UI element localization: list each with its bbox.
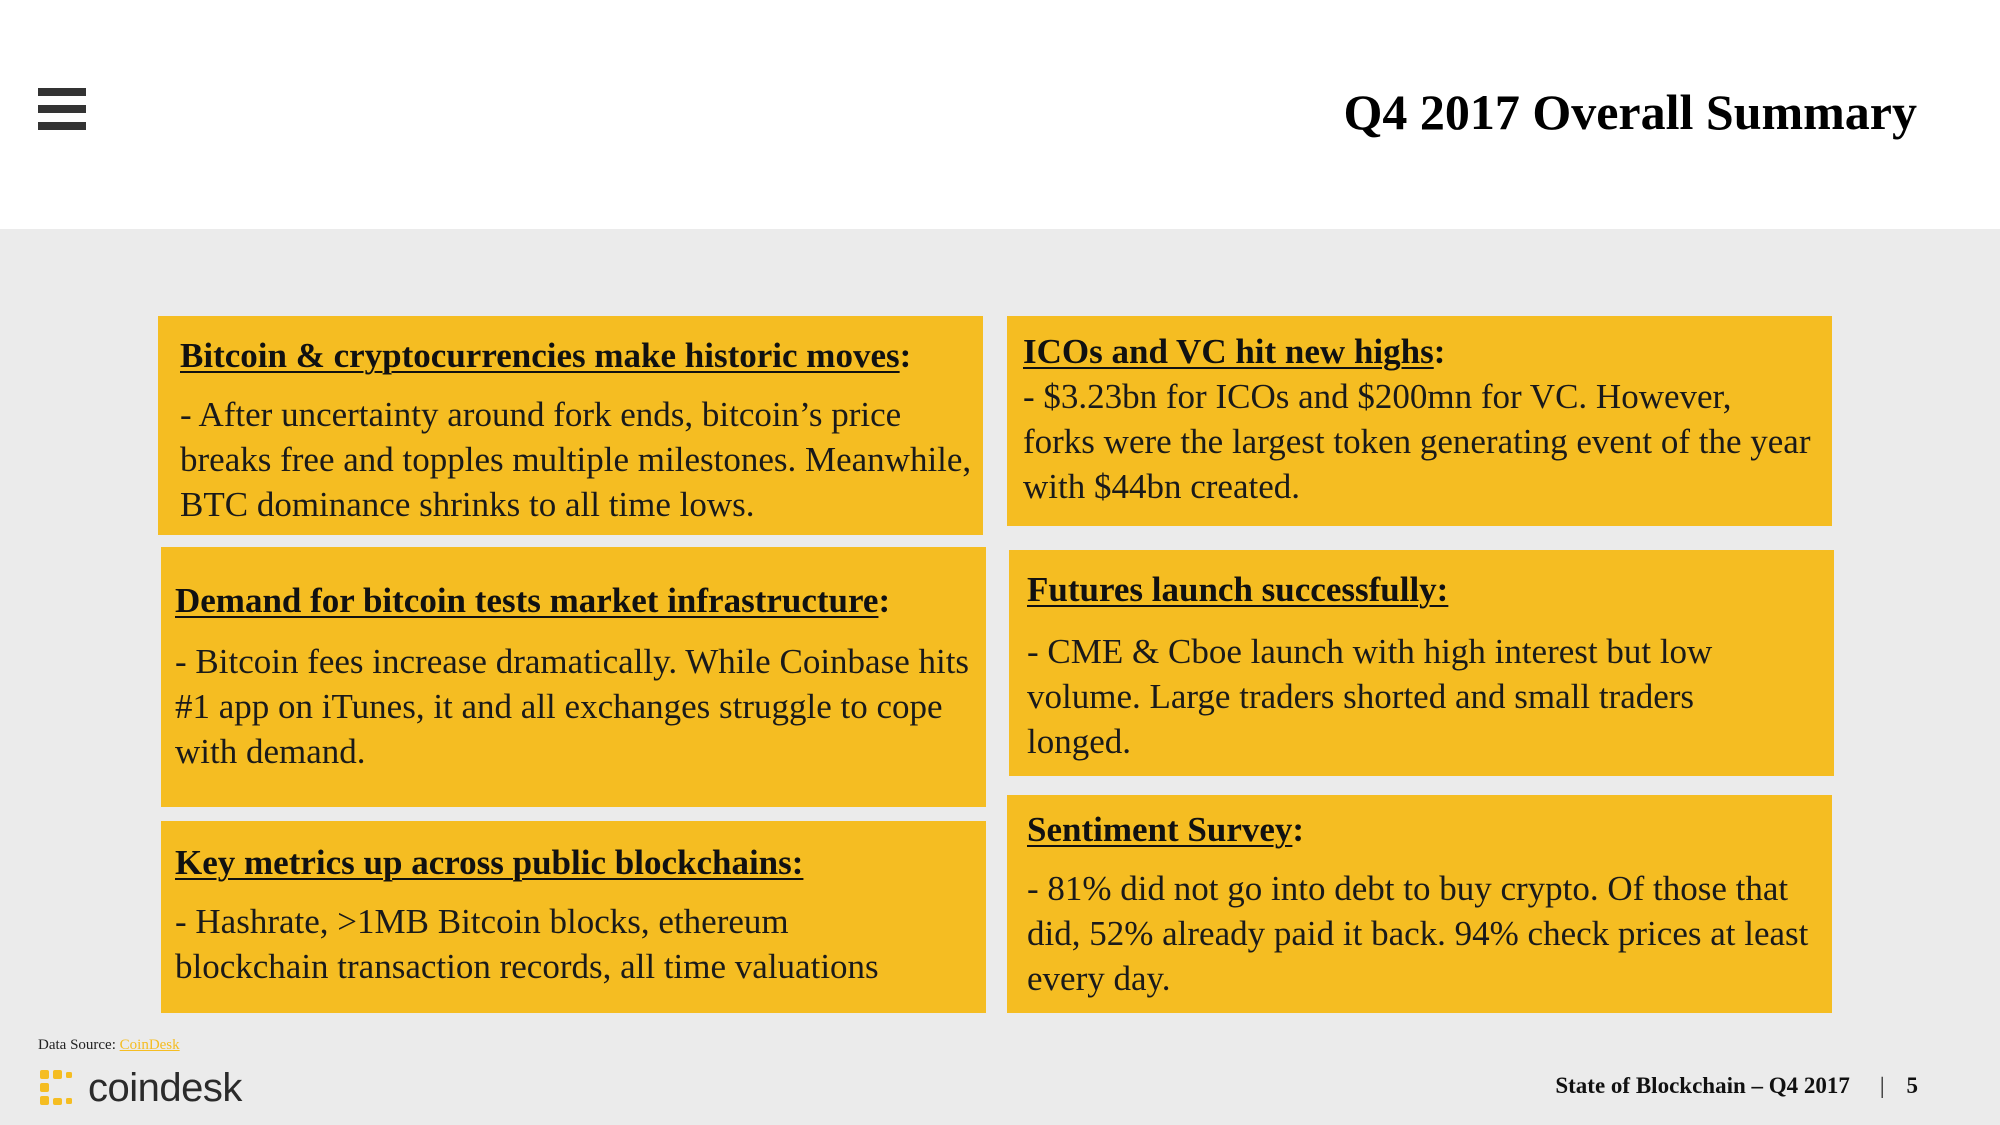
card-heading-text: Futures launch successfully: <box>1027 570 1449 609</box>
card-heading <box>1027 808 1818 852</box>
card-heading <box>1023 330 1812 374</box>
card-heading-suffix: : <box>1433 332 1446 371</box>
card-heading-text: Bitcoin & cryptocurrencies make historic moves <box>180 336 900 375</box>
card-heading-text: Sentiment Survey <box>1027 810 1293 849</box>
card-demand-bitcoin-infrastructure <box>161 547 986 807</box>
card-bitcoin-historic-moves <box>158 316 983 535</box>
card-body: - After uncertainty around fork ends, bitcoin’s price breaks free and topples multiple milestones. Meanwhile, BTC dominance shrinks to all time lows. <box>180 395 972 524</box>
footer-report-info <box>1555 1071 1918 1101</box>
hamburger-menu-icon[interactable] <box>38 88 86 130</box>
card-heading-suffix: : <box>1292 810 1305 849</box>
card-sentiment-survey <box>1007 795 1832 1013</box>
card-body: - Hashrate, >1MB Bitcoin blocks, ethereum blockchain transaction records, all time valuations <box>175 902 879 986</box>
data-source-link[interactable]: CoinDesk <box>119 1037 180 1053</box>
data-source-label: Data Source: <box>38 1037 120 1053</box>
card-body: - CME & Cboe launch with high interest but low volume. Large traders shorted and small traders longed. <box>1027 632 1713 761</box>
card-body: - Bitcoin fees increase dramatically. While Coinbase hits #1 app on iTunes, it and all exchanges struggle to cope with demand. <box>175 642 970 771</box>
header-bar <box>0 0 2000 229</box>
data-source-note <box>38 1037 180 1054</box>
report-title: State of Blockchain – Q4 2017 <box>1555 1073 1850 1098</box>
page-number: 5 <box>1906 1073 1918 1098</box>
card-icos-vc-highs <box>1007 316 1832 526</box>
card-heading-text: Key metrics up across public blockchains: <box>175 843 804 882</box>
card-heading-text: Demand for bitcoin tests market infrastructure <box>175 581 879 620</box>
coindesk-logo <box>38 1066 242 1110</box>
card-heading-text: ICOs and VC hit new highs <box>1023 332 1434 371</box>
coindesk-logo-mark <box>38 1068 78 1108</box>
card-futures-launch <box>1009 550 1834 776</box>
footer-separator: | <box>1879 1073 1885 1098</box>
card-heading <box>180 334 983 378</box>
page-title: Q4 2017 Overall Summary <box>1343 84 1917 140</box>
card-heading <box>175 579 974 623</box>
coindesk-logo-text: coindesk <box>88 1066 242 1110</box>
card-body: - 81% did not go into debt to buy crypto. Of those that did, 52% already paid it back. 94% check prices at least every day. <box>1027 869 1809 998</box>
card-heading-suffix: : <box>899 336 912 375</box>
card-body: - $3.23bn for ICOs and $200mn for VC. However, forks were the largest token generating event of the year with $44bn created. <box>1023 377 1811 506</box>
card-heading-suffix: : <box>878 581 891 620</box>
card-heading <box>175 841 936 885</box>
card-heading <box>1027 568 1794 612</box>
card-key-metrics-blockchains <box>161 821 986 1013</box>
